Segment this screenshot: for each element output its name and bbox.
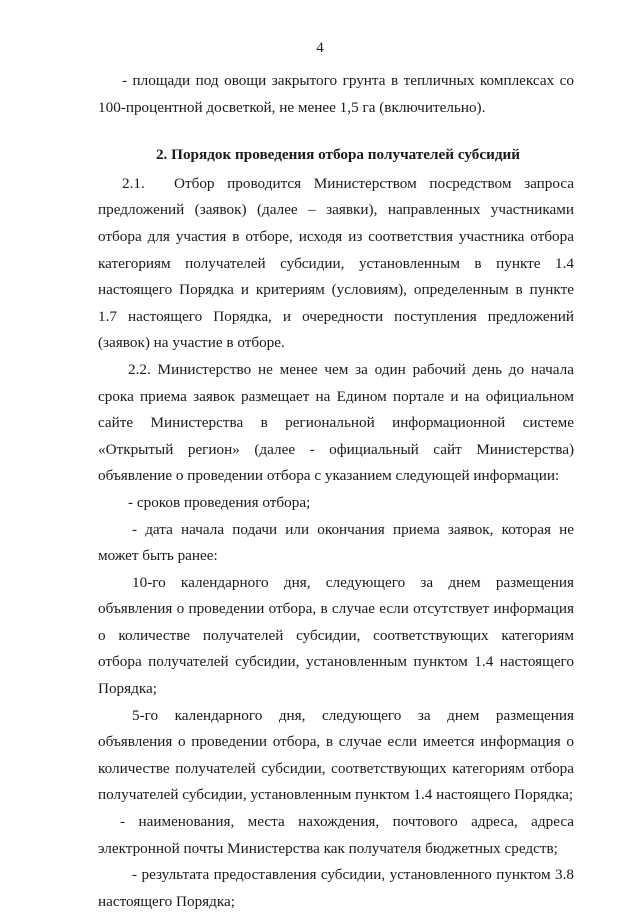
document-body	[98, 68, 574, 915]
list-item-ministry-details: - наименования, места нахождения, почтового адреса, адреса электронной почты Министерства как получателя бюджетных средств;	[98, 813, 574, 857]
paragraph-2-1	[98, 171, 574, 357]
list-item-selection-dates: - сроков проведения отбора;	[128, 493, 311, 511]
list-item-application-start: - дата начала подачи или окончания приема заявок, которая не может быть ранее:	[98, 520, 574, 565]
paragraph-2-1-text: Отбор проводится Министерством посредством запроса предложений (заявок) (далее – заявки), направленных участниками отбора для участия в отборе, исходя из соответствия участника отбора категориям получателей субсидии, установленным в пункте 1.4 настоящего Порядка и критериям (условиям), определенным в пункте 1.7 настоящего Порядка, и очередности поступления предложений (заявок) на участие в отборе.	[98, 174, 574, 352]
paragraph-2-1-number: 2.1.	[122, 174, 145, 192]
paragraph-10th-day: 10-го календарного дня, следующего за днем размещения объявления о проведении отбора, в случае если отсутствует информация о количестве получателей субсидии, соответствующих категориям отбора получателей субсидии, установленным пунктом 1.4 настоящего Порядка;	[98, 573, 574, 698]
list-item-subsidy-result: - результата предоставления субсидии, установленного пунктом 3.8 настоящего Порядка;	[98, 866, 574, 910]
section-heading: 2. Порядок проведения отбора получателей субсидий	[155, 146, 521, 164]
page-number: 4	[316, 40, 324, 56]
paragraph-greenhouse-area: - площади под овощи закрытого грунта в тепличных комплексах со 100-процентной досветкой, не менее 1,5 га (включительно).	[98, 72, 574, 116]
paragraph-5th-day: 5-го календарного дня, следующего за днем размещения объявления о проведении отбора, в случае если имеется информация о количестве получателей субсидии, соответствующих категориям отбора получателей субсидии, установленным пунктом 1.4 настоящего Порядка;	[98, 706, 574, 804]
paragraph-2-2: 2.2. Министерство не менее чем за один рабочий день до начала срока приема заявок размещает на Едином портале и на официальном сайте Министерства в региональной информационной системе «Открытый регион» (далее - официальный сайт Министерства) объявление о проведении отбора с указанием следующей информации:	[98, 360, 574, 485]
